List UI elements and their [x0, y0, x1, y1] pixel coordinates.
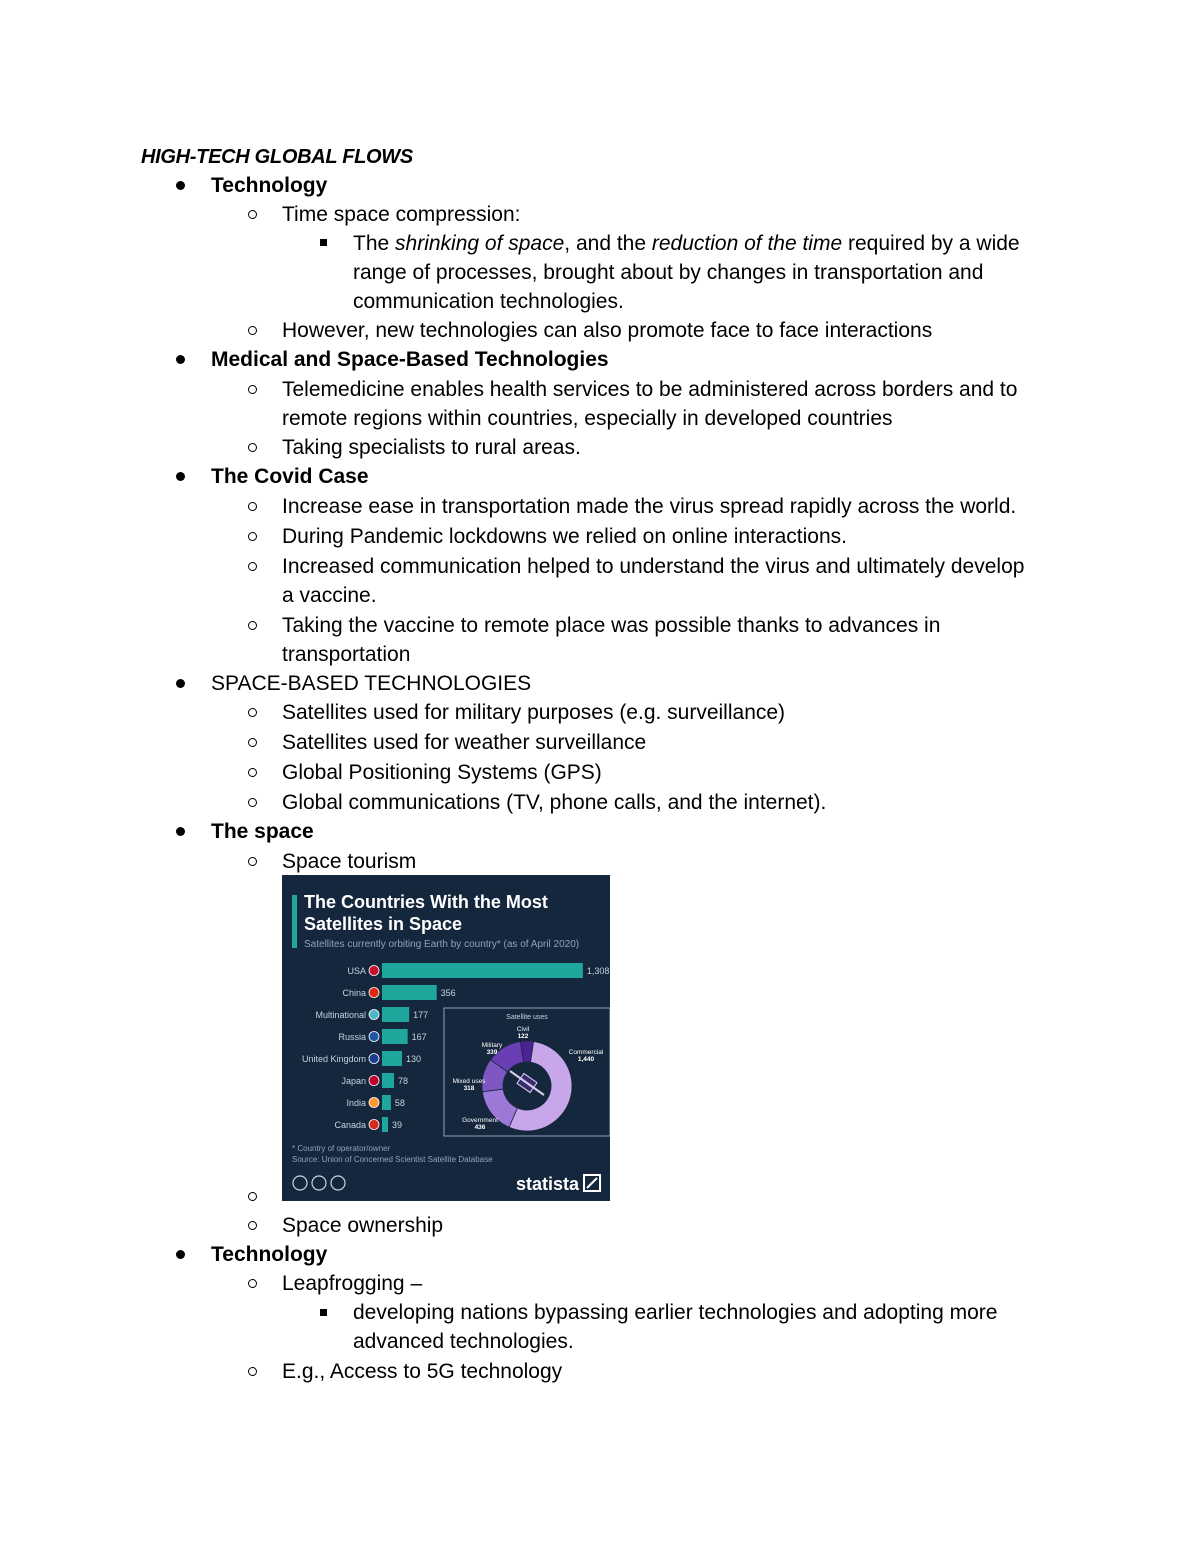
bar-value-label: 167: [411, 1032, 427, 1042]
list-item: Space tourism: [282, 850, 417, 873]
list-item: Leapfrogging –: [282, 1272, 423, 1295]
donut-label: Military: [481, 1042, 503, 1049]
square-bullet-icon: [320, 1309, 327, 1316]
circle-bullet-icon: [248, 532, 257, 541]
list-item-continued: a vaccine.: [282, 584, 377, 607]
bar-value-label: 39: [391, 1120, 403, 1130]
list-item: E.g., Access to 5G technology: [282, 1360, 563, 1383]
circle-bullet-icon: [248, 1192, 257, 1201]
inset-title: Satellite uses: [506, 1014, 548, 1021]
circle-bullet-icon: [248, 798, 257, 807]
bar-category-label: United Kingdom: [301, 1054, 366, 1064]
bar-category-label: Russia: [338, 1032, 366, 1042]
bar-value-label: 1,308: [586, 966, 610, 976]
chart-title-line1: The Countries With the Most: [304, 892, 548, 912]
section-heading-the-space: The space: [211, 820, 314, 843]
square-bullet-icon: [320, 239, 327, 246]
donut-value-label: 318: [463, 1085, 475, 1092]
donut-value-label: 1,440: [577, 1056, 595, 1063]
circle-bullet-icon: [248, 562, 257, 571]
circle-bullet-icon: [248, 502, 257, 511]
list-item-continued: range of processes, brought about by changes in transportation and: [353, 261, 984, 284]
circle-bullet-icon: [248, 708, 257, 717]
title-accent-bar: [292, 895, 297, 948]
chart-source: Source: Union of Concerned Scientist Satellite Database: [292, 1155, 493, 1164]
bar: [382, 1051, 402, 1066]
page-title: HIGH-TECH GLOBAL FLOWS: [141, 146, 413, 168]
bar-category-label: Canada: [334, 1120, 366, 1130]
bullet-icon: [176, 827, 185, 836]
chart-footnote: * Country of operator/owner: [292, 1144, 391, 1153]
bar-category-label: China: [342, 988, 366, 998]
chart-subtitle: Satellites currently orbiting Earth by country* (as of April 2020): [304, 939, 580, 950]
circle-bullet-icon: [248, 857, 257, 866]
bar-category-label: India: [346, 1098, 366, 1108]
donut-value-label: 339: [486, 1049, 498, 1056]
bar: [382, 1007, 409, 1022]
flag-icon: [369, 966, 379, 976]
bar: [382, 963, 583, 978]
bar-value-label: 78: [397, 1076, 408, 1086]
list-item: Time space compression:: [282, 203, 521, 226]
circle-bullet-icon: [248, 738, 257, 747]
bullet-icon: [176, 679, 185, 688]
bar: [382, 1073, 394, 1088]
flag-icon: [369, 1032, 379, 1042]
circle-bullet-icon: [248, 443, 257, 452]
list-item: Taking specialists to rural areas.: [282, 436, 581, 459]
list-item: Taking the vaccine to remote place was possible thanks to advances in: [282, 614, 941, 637]
bar-category-label: USA: [347, 966, 366, 976]
flag-icon: [369, 1098, 379, 1108]
bar-value-label: 130: [405, 1054, 421, 1064]
bar-value-label: 177: [413, 1010, 429, 1020]
list-item: Satellites used for military purposes (e.g. surveillance): [282, 701, 786, 724]
donut-label: Mixed uses: [452, 1078, 486, 1085]
flag-icon: [369, 988, 379, 998]
list-item: During Pandemic lockdowns we relied on online interactions.: [282, 525, 847, 548]
bar: [382, 1029, 408, 1044]
list-item-continued: advanced technologies.: [353, 1330, 574, 1353]
satellites-chart: [282, 875, 610, 1201]
section-heading-technology: Technology: [211, 174, 328, 197]
section-heading-covid: The Covid Case: [211, 465, 369, 488]
section-heading-space-based: SPACE-BASED TECHNOLOGIES: [211, 672, 532, 695]
section-heading-medical: Medical and Space-Based Technologies: [211, 348, 609, 371]
bullet-icon: [176, 181, 185, 190]
list-item: Telemedicine enables health services to be administered across borders and to: [282, 378, 1018, 401]
bullet-icon: [176, 1250, 185, 1259]
donut-label: Commercial: [568, 1049, 604, 1056]
bar-value-label: 58: [394, 1098, 405, 1108]
list-item-continued: communication technologies.: [353, 290, 624, 313]
chart-title-line2: Satellites in Space: [304, 914, 463, 934]
circle-bullet-icon: [248, 210, 257, 219]
donut-value-label: 436: [474, 1124, 486, 1131]
bar: [382, 985, 437, 1000]
circle-bullet-icon: [248, 385, 257, 394]
circle-bullet-icon: [248, 621, 257, 630]
donut-label: Civil: [516, 1026, 530, 1033]
bar-value-label: 356: [440, 988, 456, 998]
list-item: Global communications (TV, phone calls, and the internet).: [282, 791, 827, 814]
statista-logo: statista: [516, 1174, 580, 1194]
bullet-icon: [176, 472, 185, 481]
flag-icon: [369, 1054, 379, 1064]
list-item: Satellites used for weather surveillance: [282, 731, 647, 754]
circle-bullet-icon: [248, 326, 257, 335]
circle-bullet-icon: [248, 1221, 257, 1230]
section-heading-technology-2: Technology: [211, 1243, 328, 1266]
flag-icon: [369, 1120, 379, 1130]
bar-category-label: Japan: [341, 1076, 366, 1086]
flag-icon: [369, 1076, 379, 1086]
list-item: developing nations bypassing earlier technologies and adopting more: [353, 1301, 998, 1324]
list-item-continued: remote regions within countries, especially in developed countries: [282, 407, 893, 430]
list-item-continued: transportation: [282, 643, 411, 666]
bar: [382, 1095, 391, 1110]
list-item: The shrinking of space, and the reduction of the time required by a wide: [353, 232, 1020, 255]
circle-bullet-icon: [248, 768, 257, 777]
circle-bullet-icon: [248, 1367, 257, 1376]
list-item: However, new technologies can also promote face to face interactions: [282, 319, 933, 342]
list-item: Space ownership: [282, 1214, 444, 1237]
bar: [382, 1117, 388, 1132]
list-item: Global Positioning Systems (GPS): [282, 761, 602, 784]
list-item: Increase ease in transportation made the virus spread rapidly across the world.: [282, 495, 1017, 518]
bar-category-label: Multinational: [315, 1010, 366, 1020]
list-item: Increased communication helped to understand the virus and ultimately develop: [282, 555, 1025, 578]
donut-value-label: 122: [517, 1033, 529, 1040]
bullet-icon: [176, 355, 185, 364]
circle-bullet-icon: [248, 1279, 257, 1288]
flag-icon: [369, 1010, 379, 1020]
donut-label: Government: [462, 1117, 498, 1124]
